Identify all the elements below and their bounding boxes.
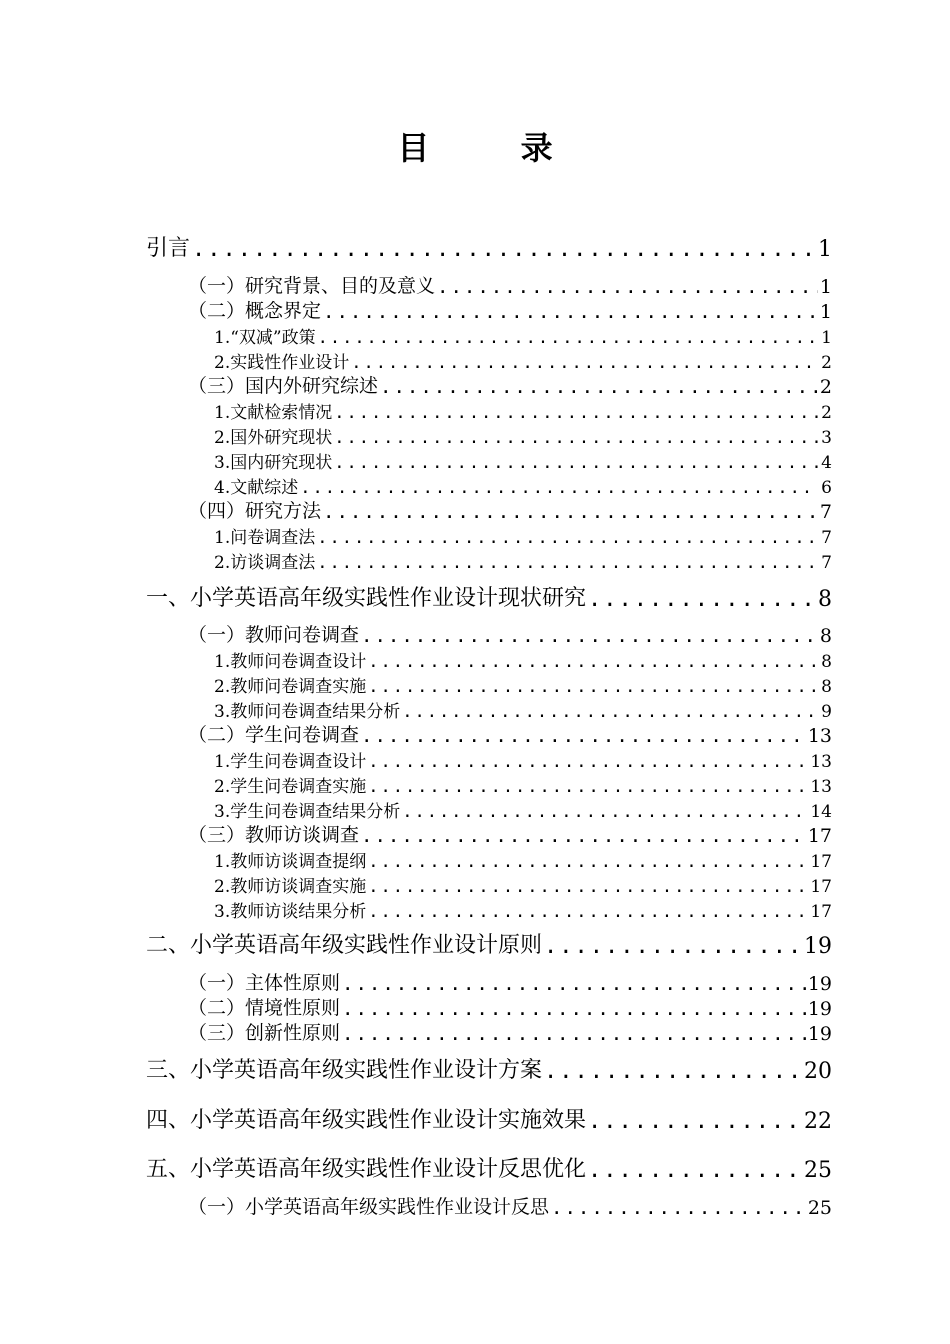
toc-leader-dots [402,802,808,822]
toc-page-number: 2 [819,376,832,398]
toc-page-number: 13 [807,725,832,747]
toc-leader-dots [334,428,818,448]
toc-entry[interactable] [0,272,950,298]
toc-entry[interactable] [0,474,950,498]
toc-leader-dots [342,973,806,995]
toc-leader-dots [334,453,818,473]
toc-page-number: 7 [819,501,832,523]
toc-entry-title: 1.教师问卷调查设计 [214,652,367,672]
toc-page-number: 19 [807,998,832,1020]
toc-entry-title: 引言 [146,236,191,261]
toc-leader-dots [317,528,818,548]
toc-entry-title: （一）小学英语高年级实践性作业设计反思 [188,1196,550,1218]
toc-entry-title: 1.文献检索情况 [214,403,333,423]
toc-leader-dots [380,376,818,398]
toc-entry-title: （二）概念界定 [188,300,322,322]
toc-page-number: 19 [807,1023,832,1045]
toc-page-number: 7 [821,528,832,548]
toc-entry[interactable] [0,1019,950,1045]
toc-leader-dots [323,301,818,323]
toc-page-number: 13 [810,777,832,797]
toc-leader-dots [368,777,808,797]
toc-leader-dots [544,1059,802,1084]
toc-leader-dots [368,877,808,897]
toc-entry[interactable] [0,798,950,822]
toc-page-number: 25 [804,1158,832,1183]
toc-page-number: 7 [821,553,832,573]
toc-leader-dots [334,403,818,423]
toc-page-number: 19 [804,934,832,959]
toc-entry-title: 一、小学英语高年级实践性作业设计现状研究 [146,586,587,611]
toc-entry-title: （一）教师问卷调查 [188,624,360,646]
toc-entry[interactable] [0,372,950,398]
toc-page-number: 9 [821,702,832,722]
toc-leader-dots [361,625,818,647]
toc-entry[interactable] [0,449,950,473]
toc-page-number: 8 [821,677,832,697]
toc-leader-dots [437,276,818,298]
toc-leader-dots [300,478,818,498]
toc-entry-title: （一）研究背景、目的及意义 [188,275,436,297]
toc-leader-dots [544,934,802,959]
toc-page-number: 1 [818,237,832,262]
toc-leader-dots [318,328,818,348]
toc-entry-title: （三）创新性原则 [188,1022,341,1044]
toc-entry[interactable] [0,673,950,697]
toc-page-number: 8 [821,652,832,672]
toc-entry[interactable] [0,399,950,423]
toc-leader-dots [192,237,816,262]
toc-entry-title: 三、小学英语高年级实践性作业设计方案 [146,1058,543,1083]
toc-entry[interactable] [0,773,950,797]
toc-page-number: 22 [804,1109,832,1134]
toc-page-number: 20 [804,1059,832,1084]
toc-entry[interactable] [0,873,950,897]
toc-entry-title: 1.问卷调查法 [214,528,316,548]
toc-leader-dots [588,1109,802,1134]
toc-entry[interactable] [0,721,950,747]
toc-page-number: 1 [819,301,832,323]
toc-entry[interactable] [0,549,950,573]
toc-leader-dots [342,1023,806,1045]
toc-entry[interactable] [0,1193,950,1219]
toc-entry-title: 2.教师问卷调查实施 [214,677,367,697]
toc-page-number: 6 [821,478,832,498]
toc-entry-title: 2.学生问卷调查实施 [214,777,367,797]
toc-page-number: 17 [810,852,832,872]
page-title: 目 录 [397,129,593,167]
toc-entry-title: （三）教师访谈调查 [188,824,360,846]
toc-entry-title: 四、小学英语高年级实践性作业设计实施效果 [146,1108,587,1133]
toc-leader-dots [368,752,808,772]
toc-page-number: 3 [821,428,832,448]
toc-page-number: 17 [807,825,832,847]
toc-page-number: 25 [807,1197,832,1219]
toc-entry-title: 2.国外研究现状 [214,428,333,448]
toc-entry-title: 2.访谈调查法 [214,553,316,573]
toc-entry-title: （二）学生问卷调查 [188,724,360,746]
toc-entry[interactable] [0,297,950,323]
toc-entry-title: （一）主体性原则 [188,972,341,994]
toc-entry-title: （三）国内外研究综述 [188,375,379,397]
toc-entry[interactable] [0,898,950,922]
toc-entry[interactable] [0,621,950,647]
toc-page-number: 1 [821,328,832,348]
toc-leader-dots [368,902,808,922]
toc-entry[interactable] [0,929,950,959]
toc-entry[interactable] [0,698,950,722]
toc-leader-dots [368,652,818,672]
toc-leader-dots [368,852,808,872]
toc-page-number: 2 [821,353,832,373]
toc-entry[interactable] [0,969,950,995]
toc-page-number: 13 [810,752,832,772]
toc-leader-dots [351,353,818,373]
toc-leader-dots [551,1197,806,1219]
toc-entry-title: 1.“双减”政策 [214,328,316,348]
toc-entry-title: 二、小学英语高年级实践性作业设计原则 [146,933,543,958]
toc-leader-dots [361,825,806,847]
toc-page-number: 17 [810,877,832,897]
toc-entry-title: 3.教师问卷调查结果分析 [214,702,401,722]
toc-leader-dots [588,1158,802,1183]
toc-entry[interactable] [0,1153,950,1183]
toc-entry[interactable] [0,582,950,612]
toc-entry[interactable] [0,324,950,348]
toc-entry-title: 1.教师访谈调查提纲 [214,852,367,872]
toc-entry[interactable] [0,232,950,262]
toc-leader-dots [342,998,806,1020]
toc-leader-dots [361,725,806,747]
toc-page-number: 4 [821,453,832,473]
toc-entry-title: 2.教师访谈调查实施 [214,877,367,897]
toc-entry[interactable] [0,524,950,548]
toc-entry-title: 五、小学英语高年级实践性作业设计反思优化 [146,1157,587,1182]
toc-entry-title: 1.学生问卷调查设计 [214,752,367,772]
toc-page-number: 2 [821,403,832,423]
toc-entry[interactable] [0,1054,950,1084]
toc-page-number: 14 [810,802,832,822]
toc-entry[interactable] [0,748,950,772]
toc-entry[interactable] [0,994,950,1020]
toc-page-number: 19 [807,973,832,995]
toc-entry[interactable] [0,648,950,672]
toc-entry-title: 2.实践性作业设计 [214,353,350,373]
toc-page-number: 1 [819,276,832,298]
toc-page-number: 17 [810,902,832,922]
toc-entry-title: 3.国内研究现状 [214,453,333,473]
toc-entry-title: （二）情境性原则 [188,997,341,1019]
toc-page-number: 8 [819,625,832,647]
toc-entry[interactable] [0,424,950,448]
toc-entry[interactable] [0,821,950,847]
toc-leader-dots [317,553,818,573]
toc-page-number: 8 [818,587,832,612]
toc-entry[interactable] [0,848,950,872]
toc-entry-title: 3.教师访谈结果分析 [214,902,367,922]
toc-entry-title: 3.学生问卷调查结果分析 [214,802,401,822]
toc-entry-title: 4.文献综述 [214,478,299,498]
toc-entry[interactable] [0,1104,950,1134]
toc-leader-dots [588,587,816,612]
toc-leader-dots [323,501,818,523]
toc-leader-dots [402,702,818,722]
toc-entry[interactable] [0,349,950,373]
toc-entry[interactable] [0,497,950,523]
toc-leader-dots [368,677,818,697]
toc-entry-title: （四）研究方法 [188,500,322,522]
